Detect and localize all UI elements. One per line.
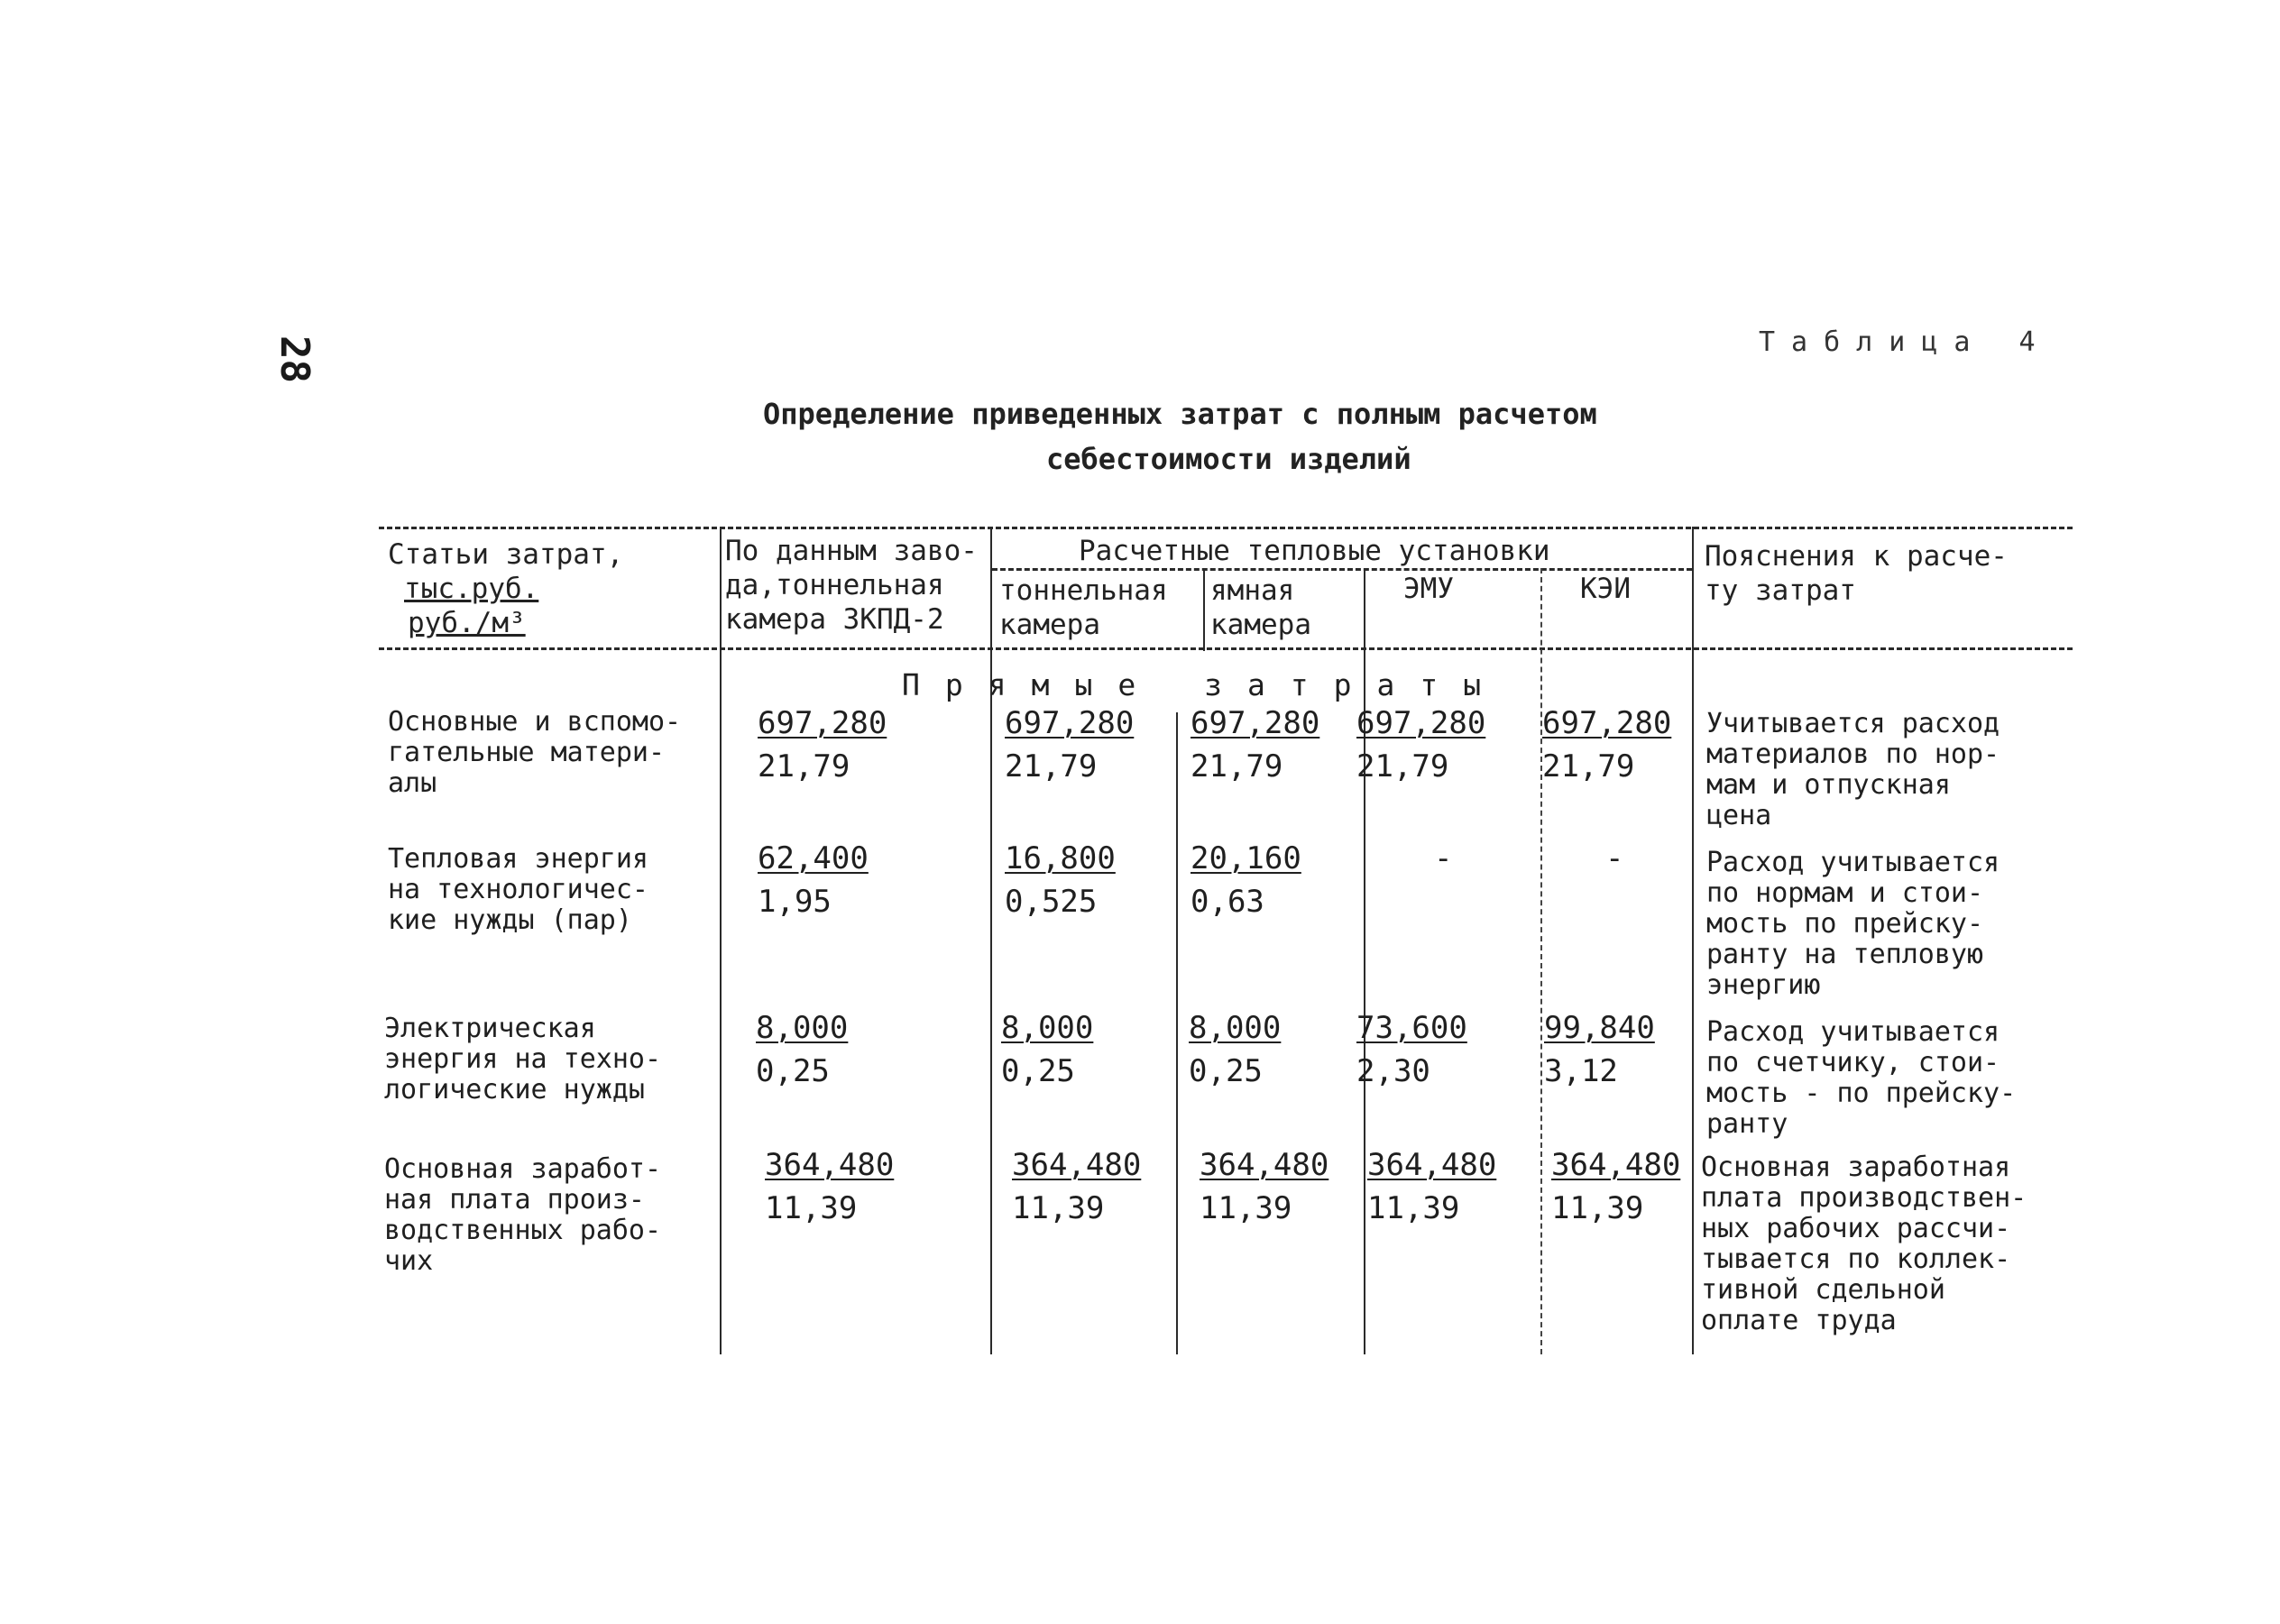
value-total: 20,160 <box>1191 840 1301 876</box>
header-kei: КЭИ <box>1580 573 1631 605</box>
note-wages: Основная заработная плата производствен- ных рабочих рассчи- тывается по коллек- тивной сдельной оплате труда <box>1701 1151 2027 1336</box>
value-per-m3: 21,79 <box>758 748 850 784</box>
value-per-m3: 11,39 <box>1200 1190 1292 1226</box>
cell-emu <box>1367 1143 1496 1230</box>
value-total: 697,280 <box>1542 705 1672 741</box>
value-per-m3: 0,525 <box>1005 884 1098 920</box>
value-per-m3: 11,39 <box>1551 1190 1644 1226</box>
value-per-m3: 11,39 <box>765 1190 858 1226</box>
value-total: 697,280 <box>1356 705 1486 741</box>
value-total: 8,000 <box>1189 1010 1282 1046</box>
row-label-electric-energy: Электрическая энергия на техно- логические нужды <box>384 1013 662 1106</box>
value-total: 697,280 <box>1191 705 1320 741</box>
value-total: 697,280 <box>758 705 887 741</box>
row-label-wages: Основная заработ- ная плата произ- водственных рабо- чих <box>384 1153 662 1277</box>
header-factory-line-2: да,тоннельная <box>725 569 944 601</box>
cell-emu <box>1356 1006 1467 1093</box>
value-total: 697,280 <box>1005 705 1135 741</box>
column-divider-2 <box>990 527 992 1354</box>
value-per-m3: 11,39 <box>1012 1190 1105 1226</box>
header-cost-items-line-2: тыс.руб. <box>404 573 539 605</box>
column-divider-3 <box>1203 568 1205 651</box>
value-total: 364,480 <box>1367 1147 1497 1183</box>
group-header-rule <box>992 568 1692 571</box>
table-title-line-2: себестоимости изделий <box>1046 442 1411 476</box>
header-cost-items-line-1: Статьи затрат, <box>388 538 624 571</box>
header-notes-line-2: ту затрат <box>1705 574 1856 607</box>
value-per-m3: 21,79 <box>1005 748 1098 784</box>
value-per-m3: 0,63 <box>1191 884 1264 920</box>
value-total: 364,480 <box>1200 1147 1329 1183</box>
header-emu: ЭМУ <box>1403 573 1454 605</box>
cell-pit <box>1200 1143 1328 1230</box>
header-cost-items-line-3: руб./м³ <box>408 607 526 639</box>
header-tunnel-chamber <box>999 573 1168 642</box>
table-label: Таблица 4 <box>1759 326 2052 358</box>
header-notes <box>1705 539 2008 608</box>
value-total: - <box>1605 840 1624 876</box>
cell-kei <box>1551 1143 1680 1230</box>
cell-tunnel <box>1012 1143 1141 1230</box>
value-per-m3: 2,30 <box>1356 1053 1430 1089</box>
value-per-m3: 1,95 <box>758 884 832 920</box>
column-divider-1 <box>720 527 722 1354</box>
header-bottom-rule <box>379 647 2073 650</box>
value-per-m3: 11,39 <box>1367 1190 1460 1226</box>
cell-tunnel <box>1005 837 1116 923</box>
note-thermal-energy: Расход учитывается по нормам и стои- мость по прейску- ранту на тепловую энергию <box>1706 847 2000 1001</box>
value-per-m3: 21,79 <box>1542 748 1635 784</box>
value-per-m3: 3,12 <box>1544 1053 1618 1089</box>
value-total: 73,600 <box>1356 1010 1467 1046</box>
value-total: 8,000 <box>756 1010 849 1046</box>
cell-tunnel <box>1001 1006 1093 1093</box>
cell-tunnel <box>1005 702 1134 788</box>
column-divider-3b <box>1176 712 1178 1354</box>
cell-kei <box>1544 1006 1655 1093</box>
value-total: 364,480 <box>765 1147 895 1183</box>
header-pit-chamber-line-1: ямная <box>1210 574 1295 607</box>
row-label-thermal-energy: Тепловая энергия на технологичес- кие нужды (пар) <box>388 843 648 936</box>
cell-factory <box>758 702 887 788</box>
value-total: - <box>1434 840 1453 876</box>
cell-factory <box>765 1143 894 1230</box>
cell-kei <box>1605 837 1623 880</box>
value-per-m3: 0,25 <box>1189 1053 1263 1089</box>
value-total: 16,800 <box>1005 840 1116 876</box>
table-title-line-1: Определение приведенных затрат с полным расчетом <box>763 397 1597 431</box>
header-factory-line-3: камера ЗКПД-2 <box>725 603 944 636</box>
value-total: 62,400 <box>758 840 869 876</box>
cell-emu <box>1434 837 1452 880</box>
value-total: 364,480 <box>1551 1147 1681 1183</box>
header-pit-chamber-line-2: камера <box>1210 609 1311 641</box>
value-total: 364,480 <box>1012 1147 1142 1183</box>
value-per-m3: 0,25 <box>756 1053 830 1089</box>
cell-emu <box>1356 702 1485 788</box>
header-factory <box>725 534 978 637</box>
page-number: 28 <box>271 335 317 383</box>
header-notes-line-1: Пояснения к расче- <box>1705 540 2008 573</box>
cell-factory <box>756 1006 848 1093</box>
note-materials: Учитывается расход материалов по нор- мам и отпускная цена <box>1706 708 2000 831</box>
cell-pit <box>1191 702 1319 788</box>
header-cost-items <box>388 537 623 640</box>
value-total: 99,840 <box>1544 1010 1655 1046</box>
column-divider-6 <box>1692 527 1694 1354</box>
header-tunnel-chamber-line-2: камера <box>999 609 1100 641</box>
cell-kei <box>1542 702 1671 788</box>
section-direct-costs: Прямые затраты <box>902 667 1507 702</box>
cell-pit <box>1191 837 1301 923</box>
row-label-materials: Основные и вспомо- гательные матери- алы <box>388 706 682 799</box>
note-electric-energy: Расход учитывается по счетчику, стои- мость - по прейску- ранту <box>1706 1016 2017 1140</box>
value-per-m3: 21,79 <box>1356 748 1449 784</box>
column-divider-5 <box>1540 568 1542 1354</box>
value-per-m3: 0,25 <box>1001 1053 1075 1089</box>
cell-factory <box>758 837 869 923</box>
header-tunnel-chamber-line-1: тоннельная <box>999 574 1168 607</box>
value-total: 8,000 <box>1001 1010 1094 1046</box>
cell-pit <box>1189 1006 1281 1093</box>
value-per-m3: 21,79 <box>1191 748 1283 784</box>
header-pit-chamber <box>1210 573 1311 642</box>
header-thermal-group: Расчетные тепловые установки <box>1079 535 1550 567</box>
table-top-rule <box>379 527 2073 529</box>
header-factory-line-1: По данным заво- <box>725 535 978 567</box>
